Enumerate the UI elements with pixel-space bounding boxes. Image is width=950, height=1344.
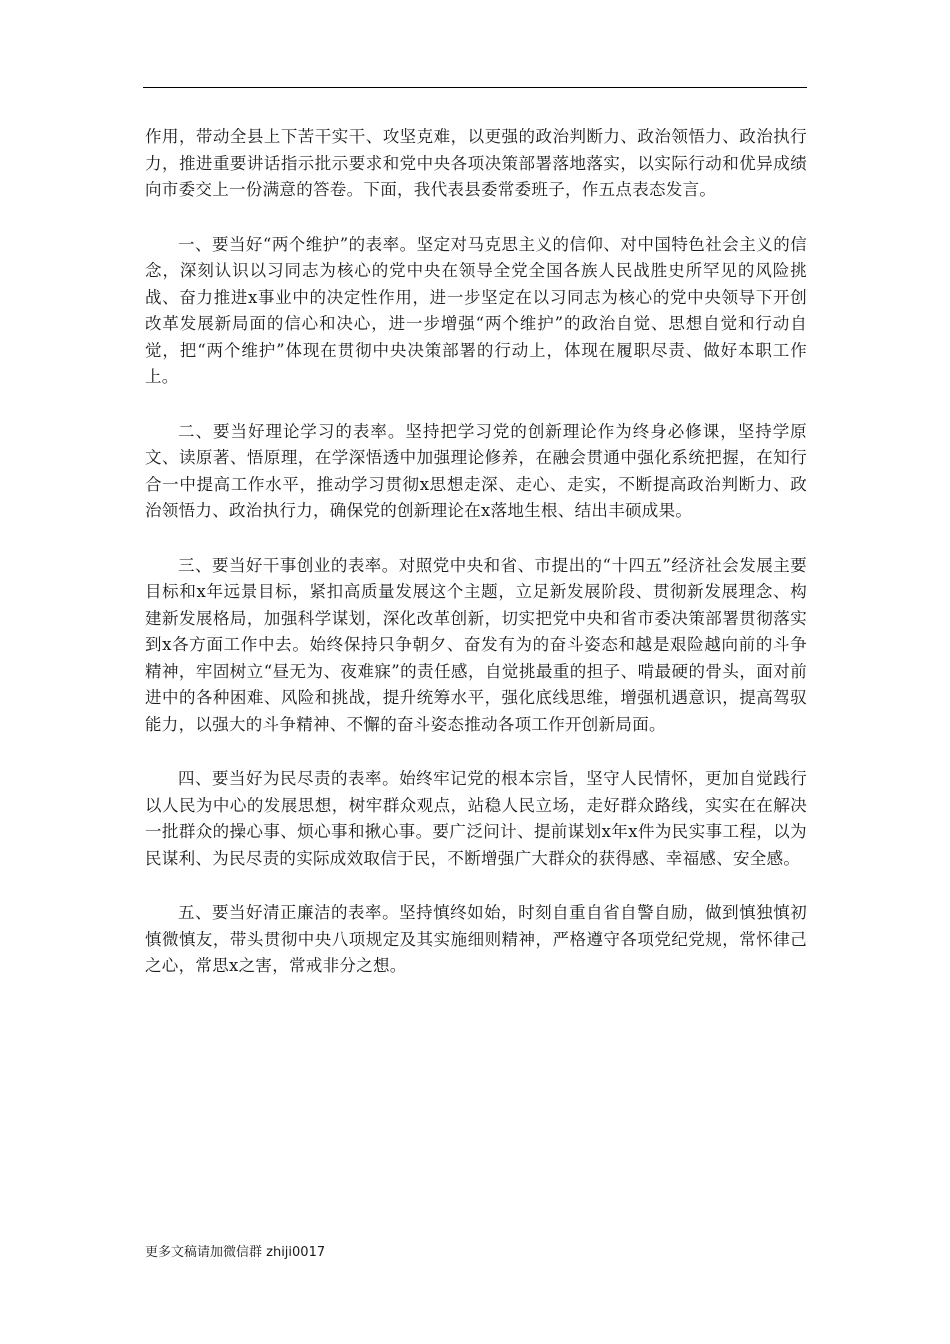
paragraph-point-four: 四、要当好为民尽责的表率。始终牢记党的根本宗旨，坚守人民情怀，更加自觉践行以人民为中心的发展思想，树牢群众观点，站稳人民立场，走好群众路线，实实在在解决一批群众的操心事、烦心事和揪心事。要广泛问计、提前谋划x年x件为民实事工程，以为民谋利、为民尽责的实际成效取信于民，不断增强广大群众的获得感、幸福感、安全感。 [145, 769, 807, 868]
header-rule [143, 87, 807, 88]
paragraph-intro-continuation: 作用，带动全县上下苦干实干、攻坚克难，以更强的政治判断力、政治领悟力、政治执行力，推进重要讲话指示批示要求和党中央各项决策部署落地落实，以实际行动和优异成绩向市委交上一份满意的答卷。下面，我代表县委常委班子，作五点表态发言。 [145, 127, 807, 199]
document-body [145, 124, 807, 1008]
paragraph-point-five: 五、要当好清正廉洁的表率。坚持慎终如始，时刻自重自省自警自励，做到慎独慎初慎微慎友，带头贯彻中央八项规定及其实施细则精神，严格遵守各项党纪党规，常怀律己之心，常思x之害，常戒非分之想。 [145, 903, 807, 975]
paragraph-point-one: 一、要当好“两个维护”的表率。坚定对马克思主义的信仰、对中国特色社会主义的信念，深刻认识以习同志为核心的党中央在领导全党全国各族人民战胜史所罕见的风险挑战、奋力推进x事业中的决定性作用，进一步坚定在以习同志为核心的党中央领导下开创改革发展新局面的信心和决心，进一步增强“两个维护”的政治自觉、思想自觉和行动自觉，把“两个维护”体现在贯彻中央决策部署的行动上，体现在履职尽责、做好本职工作上。 [145, 234, 807, 386]
paragraph-point-two: 二、要当好理论学习的表率。坚持把学习党的创新理论作为终身必修课，坚持学原文、读原著、悟原理，在学深悟透中加强理论修养，在融会贯通中强化系统把握，在知行合一中提高工作水平，推动学习贯彻x思想走深、走心、走实，不断提高政治判断力、政治领悟力、政治执行力，确保党的创新理论在x落地生根、结出丰硕成果。 [145, 421, 807, 520]
paragraph-point-three: 三、要当好干事创业的表率。对照党中央和省、市提出的“十四五”经济社会发展主要目标和x年远景目标，紧扣高质量发展这个主题，立足新发展阶段、贯彻新发展理念、构建新发展格局，加强科学谋划，深化改革创新，切实把党中央和省市委决策部署贯彻落实到x各方面工作中去。始终保持只争朝夕、奋发有为的奋斗姿态和越是艰险越向前的斗争精神，牢固树立“昼无为、夜难寐”的责任感，自觉挑最重的担子、啃最硬的骨头，面对前进中的各种困难、风险和挑战，提升统筹水平，强化底线思维，增强机遇意识，提高驾驭能力，以强大的斗争精神、不懈的奋斗姿态推动各项工作开创新局面。 [145, 555, 807, 734]
page-footer-note: 更多文稿请加微信群 zhiji0017 [145, 1245, 326, 1260]
